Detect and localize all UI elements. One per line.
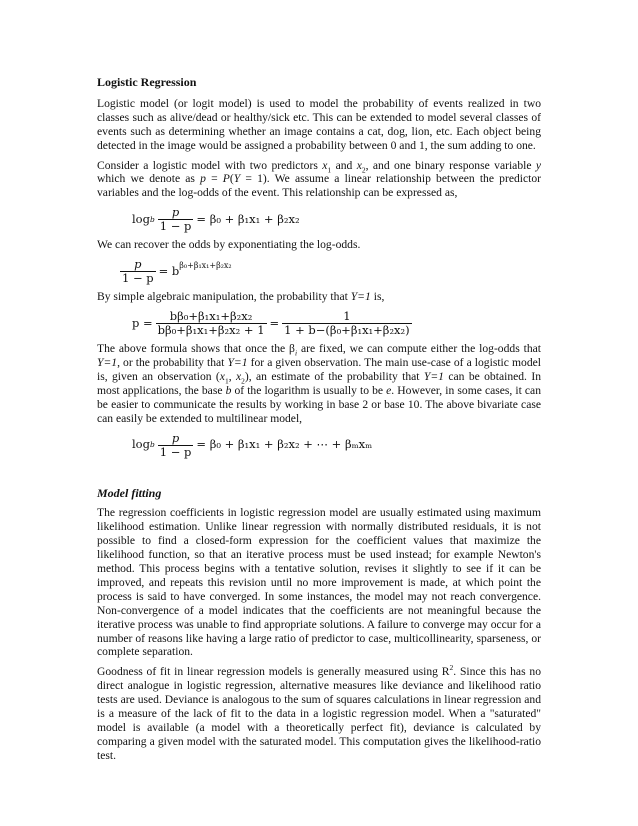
section-heading-logistic-regression: Logistic Regression: [97, 75, 197, 89]
paragraph-model-fitting: The regression coefficients in logistic regression model are usually estimated using maximum likelihood estimation. Unlike linear regression with normally distributed residuals, it is not possible to find a closed-form expression for the coefficient values that maximize the likelihood function, so that an iterative process must be used instead; for example Newton's method. This process begins with a tentative solution, revises it slightly to see if it can be improved, and repeats this revision until no more improvement is made, at which point the process is said to have converged. In some instances, the model may not reach convergence. Non-convergence of a model indicates that the coefficients are not meaningful because the iterative process was unable to find appropriate solutions. A failure to converge may occur for a number of reasons like having a large ratio of predictor to case, multicollinearity, sparseness, or complete separation.: [97, 506, 541, 659]
paragraph-probability: By simple algebraic manipulation, the probability that Y=1 is,: [97, 290, 385, 304]
equation-log-odds: log b $\frac{p}{1 - p}$ = β₀ + β₁x₁ + β₂x₂: [132, 205, 300, 234]
equation-probability: p = $\frac{\text{bβ₀+β₁x₁+β₂x₂}}{\text{bβ₀+β₁x₁+β₂x₂ + 1}}$ = $\frac{1}{\text{1 + b−(β₀+β₁x₁+β₂x₂)}}$: [132, 309, 410, 338]
paragraph-intro: Logistic model (or logit model) is used to model the probability of events realized in two classes such as alive/dead or healthy/sick etc. This can be extended to model several classes of events such as determining whether an image contains a cat, dog, lion, etc. Each object being detected in the image would be assigned a probability between 0 and 1, the sum adding to one.: [97, 96, 541, 152]
paragraph-formula-explanation: The above formula shows that once the $\beta_i$ are fixed, we can compute either the log-odds that Y=1, or the probability that Y=1 for a given observation. The main use-case of a logistic model is, given an observation ($x_1$, $x_2$), an estimate of the probability that Y=1 can be obtained. In most applications, the base b of the logarithm is usually to be e. However, in some cases, it can be easier to communicate the results by working in base 2 or base 10. The above bivariate case can easily be extended to multilinear model,: [97, 342, 541, 425]
section-heading-model-fitting: Model fitting: [97, 485, 162, 500]
equation-multilinear: log b $\frac{p}{1 - p}$ = β₀ + β₁x₁ + β₂x₂ + ⋯ + βₘxₘ: [132, 430, 373, 459]
paragraph-odds: We can recover the odds by exponentiating the log-odds.: [97, 238, 361, 252]
paragraph-two-predictors: Consider a logistic model with two predictors $x_1$ and $x_2$, and one binary response variable y which we denote as p = P(Y = 1). We assume a linear relationship between the predictor variables and the log-odds of the event. This relationship can be expressed as,: [97, 158, 542, 200]
document-page: [97, 76, 541, 769]
equation-odds: $\frac{p}{1 - p}$ = b $^{\beta_0+\beta_1x_1+\beta_2x_2}$: [122, 257, 232, 286]
paragraph-goodness-of-fit: Goodness of fit in linear regression models is generally measured using $R^2$. Since this has no direct analogue in logistic regression, alternative measures like deviance and likelihood ratio tests are used. Deviance is analogous to the sum of squares calculations in linear regression and is a measure of the lack of fit to the data in a logistic regression model. When a "saturated" model is available (a model with a theoretically perfect fit), deviance is calculated by comparing a given model with the saturated model. This computation gives the likelihood-ratio test.: [97, 663, 541, 762]
